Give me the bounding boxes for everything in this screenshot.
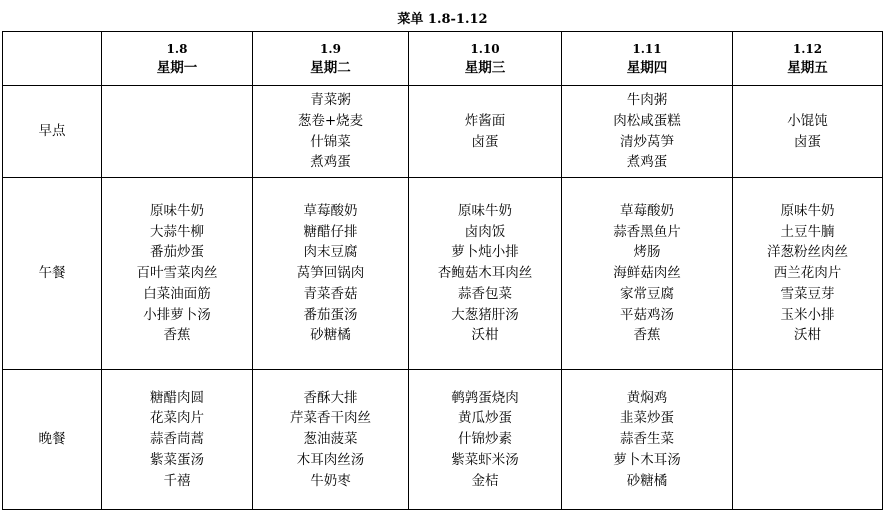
dish-item: 青菜粥 xyxy=(310,91,351,108)
dish-item: 韭菜炒蛋 xyxy=(620,410,674,427)
dish-item: 香蕉 xyxy=(163,327,191,344)
dish-item: 洋葱粉丝肉丝 xyxy=(767,244,848,261)
meal-row xyxy=(3,86,883,178)
menu-cell xyxy=(409,86,562,178)
dish-item: 家常豆腐 xyxy=(620,285,674,302)
day-header xyxy=(733,32,883,86)
dish-item: 花菜肉片 xyxy=(150,410,204,427)
dish-item: 草莓酸奶 xyxy=(303,202,358,219)
dish-item: 玉米小排 xyxy=(780,306,835,323)
menu-cell xyxy=(253,370,409,510)
menu-cell xyxy=(102,370,253,510)
dish-item: 卤蛋 xyxy=(794,133,821,150)
dish-item: 葱油菠菜 xyxy=(303,431,358,448)
dish-item: 草莓酸奶 xyxy=(620,202,674,219)
dish-item: 西兰花肉片 xyxy=(773,265,842,282)
menu-cell xyxy=(562,178,733,370)
dish-item: 原味牛奶 xyxy=(458,202,512,219)
menu-table xyxy=(2,31,883,510)
dish-item: 蒜香包菜 xyxy=(458,285,512,302)
day-header xyxy=(562,32,733,86)
menu-cell xyxy=(733,178,883,370)
dish-item: 卤蛋 xyxy=(471,133,499,150)
dish-item: 糖醋肉圆 xyxy=(150,389,204,406)
dish-item: 紫菜虾米汤 xyxy=(451,451,519,468)
dish-item: 海鲜菇肉丝 xyxy=(613,265,681,282)
dish-item: 小排萝卜汤 xyxy=(143,306,211,323)
dish-item: 杏鲍菇木耳肉丝 xyxy=(437,265,533,282)
corner-cell xyxy=(3,32,102,86)
dish-item: 肉松咸蛋糕 xyxy=(613,112,681,129)
menu-cell xyxy=(102,86,253,178)
menu-cell xyxy=(253,178,409,370)
dish-item: 肉末豆腐 xyxy=(303,244,358,261)
dish-item: 萝卜木耳汤 xyxy=(613,451,681,468)
dish-item: 番茄蛋汤 xyxy=(303,306,358,323)
meal-name: 晚餐 xyxy=(3,370,102,510)
dish-item: 鹌鹑蛋烧肉 xyxy=(451,389,519,406)
menu-cell xyxy=(409,370,562,510)
day-date: 1.11 xyxy=(632,41,662,56)
dish-item: 百叶雪菜肉丝 xyxy=(136,265,218,282)
menu-cell xyxy=(102,178,253,370)
day-header xyxy=(102,32,253,86)
dish-item: 木耳肉丝汤 xyxy=(296,451,365,468)
day-date: 1.8 xyxy=(166,41,188,56)
dish-item: 煮鸡蛋 xyxy=(626,154,668,171)
dish-item: 沃柑 xyxy=(794,327,821,344)
dish-item: 香酥大排 xyxy=(303,389,358,406)
dish-item: 糖醋仔排 xyxy=(303,223,358,240)
meal-name: 早点 xyxy=(3,86,102,178)
menu-cell xyxy=(562,370,733,510)
dish-item: 芹菜香干肉丝 xyxy=(290,410,371,427)
page-title: 菜单 1.8-1.12 xyxy=(397,12,488,27)
day-weekday: 星期四 xyxy=(626,59,668,76)
day-weekday: 星期二 xyxy=(310,59,351,76)
menu-cell xyxy=(253,86,409,178)
day-weekday: 星期三 xyxy=(464,59,506,76)
dish-item: 千禧 xyxy=(163,472,191,489)
dish-item: 番茄炒蛋 xyxy=(150,244,204,261)
dish-item: 香蕉 xyxy=(633,327,661,344)
dish-item: 沃柑 xyxy=(471,327,499,344)
dish-item: 原味牛奶 xyxy=(150,202,204,219)
day-weekday: 星期五 xyxy=(787,59,828,76)
dish-item: 黄瓜炒蛋 xyxy=(458,410,512,427)
day-header xyxy=(253,32,409,86)
dish-item: 蒜香黑鱼片 xyxy=(613,223,681,240)
menu-cell xyxy=(409,178,562,370)
day-date: 1.12 xyxy=(792,41,823,56)
dish-item: 土豆牛腩 xyxy=(780,223,835,240)
dish-item: 砂糖橘 xyxy=(310,327,351,344)
dish-item: 牛奶枣 xyxy=(310,472,351,489)
dish-item: 原味牛奶 xyxy=(780,202,835,219)
dish-item: 紫菜蛋汤 xyxy=(150,451,204,468)
dish-item: 煮鸡蛋 xyxy=(310,154,351,171)
meal-row xyxy=(3,370,883,510)
dish-item: 什锦炒素 xyxy=(458,431,512,448)
dish-item: 白菜油面筋 xyxy=(143,285,211,302)
menu-cell xyxy=(562,86,733,178)
dish-item: 青菜香菇 xyxy=(303,285,358,302)
dish-item: 什锦菜 xyxy=(310,133,351,150)
dish-item: 金桔 xyxy=(471,472,499,489)
dish-item: 蒜香生菜 xyxy=(620,431,674,448)
dish-item: 葱卷+烧麦 xyxy=(297,112,364,129)
dish-item: 平菇鸡汤 xyxy=(620,306,674,323)
dish-item: 黄焖鸡 xyxy=(626,389,668,406)
dish-item: 牛肉粥 xyxy=(626,91,668,108)
menu-cell xyxy=(733,370,883,510)
dish-item: 炸酱面 xyxy=(464,112,506,129)
dish-item: 小馄饨 xyxy=(787,112,828,129)
meal-name: 午餐 xyxy=(3,178,102,370)
day-date: 1.10 xyxy=(470,41,500,56)
dish-item: 萝卜炖小排 xyxy=(451,244,519,261)
day-header xyxy=(409,32,562,86)
menu-cell xyxy=(733,86,883,178)
dish-item: 莴笋回锅肉 xyxy=(296,265,365,282)
meal-row xyxy=(3,178,883,370)
dish-item: 大蒜牛柳 xyxy=(150,223,204,240)
day-weekday: 星期一 xyxy=(156,59,198,76)
dish-item: 雪菜豆芽 xyxy=(780,285,835,302)
dish-item: 砂糖橘 xyxy=(626,472,668,489)
dish-item: 清炒莴笋 xyxy=(620,133,674,150)
dish-item: 蒜香茼蒿 xyxy=(150,431,204,448)
day-date: 1.9 xyxy=(320,41,341,56)
header-row xyxy=(3,32,883,86)
dish-item: 卤肉饭 xyxy=(464,223,506,240)
dish-item: 烤肠 xyxy=(633,244,661,261)
dish-item: 大葱猪肝汤 xyxy=(451,306,519,323)
